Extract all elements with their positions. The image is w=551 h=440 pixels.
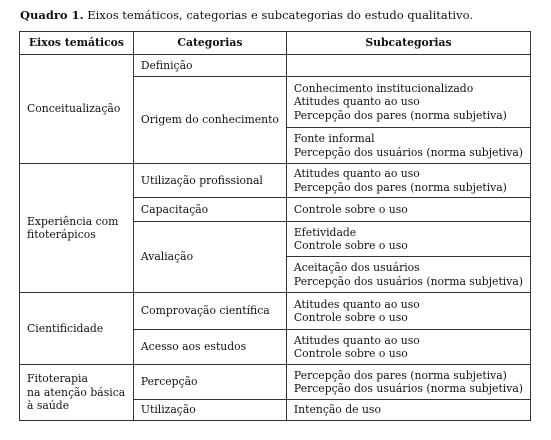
categoria-label: Percepção xyxy=(140,375,198,389)
categoria-cell xyxy=(133,198,286,222)
subcategoria-cell xyxy=(286,257,530,293)
categoria-cell xyxy=(133,330,286,365)
categoria-label: Origem do conhecimento xyxy=(140,113,279,127)
header-subcategorias: Subcategorias xyxy=(286,32,530,55)
subcategoria-item: Percepção dos pares (norma subjetiva) xyxy=(293,368,507,382)
subcategoria-item: Intenção de uso xyxy=(293,403,381,417)
categoria-label: Avaliação xyxy=(140,250,194,264)
subcategoria-item: Percepção dos usuários (norma subjetiva) xyxy=(293,382,523,395)
categoria-label: Definição xyxy=(140,58,193,72)
subcategoria-item: Percepção dos pares (norma subjetiva) xyxy=(293,180,507,194)
subcategoria-item: Atitudes quanto ao uso xyxy=(293,297,420,311)
subcategoria-item: Aceitação dos usuários xyxy=(293,261,420,274)
header-categorias: Categorias xyxy=(133,32,286,55)
table-caption xyxy=(20,8,473,22)
subcategoria-item: Fonte informal xyxy=(293,132,375,145)
caption-text: Eixos temáticos, categorias e subcategorias do estudo qualitativo. xyxy=(83,8,473,22)
subcategoria-cell xyxy=(286,77,530,128)
subcategoria-cell xyxy=(286,198,530,222)
categoria-cell xyxy=(133,400,286,421)
categoria-label: Acesso aos estudos xyxy=(140,340,247,354)
categoria-label: Utilização xyxy=(140,403,196,417)
subcategoria-cell xyxy=(286,55,530,77)
table-row xyxy=(20,365,531,400)
subcategoria-item: Atitudes quanto ao uso xyxy=(293,167,420,180)
eixo-label: fitoterápicos xyxy=(27,228,96,241)
subcategoria-item: Controle sobre o uso xyxy=(293,347,408,360)
eixo-label: Experiência com xyxy=(27,214,119,228)
eixo-cell xyxy=(20,293,134,365)
eixo-label: Cientificidade xyxy=(27,321,104,335)
eixo-cell xyxy=(20,55,134,164)
table-row xyxy=(20,164,531,198)
header-eixos: Eixos temáticos xyxy=(20,32,134,55)
subcategoria-item: Efetividade xyxy=(293,225,357,239)
subcategoria-cell xyxy=(286,293,530,330)
caption-label: Quadro 1. xyxy=(20,8,84,22)
eixo-cell xyxy=(20,365,134,421)
thematic-table xyxy=(19,31,531,421)
subcategoria-item: Conhecimento institucionalizado xyxy=(293,81,474,95)
subcategoria-item: Percepção dos pares (norma subjetiva) xyxy=(293,108,507,122)
categoria-cell xyxy=(133,365,286,400)
subcategoria-item: Controle sobre o uso xyxy=(293,239,408,252)
subcategoria-item: Controle sobre o uso xyxy=(293,311,408,324)
categoria-cell xyxy=(133,222,286,293)
categoria-label: Comprovação científica xyxy=(140,304,270,318)
eixo-label: Conceitualização xyxy=(27,102,121,116)
eixo-label: Fitoterapia xyxy=(27,372,88,386)
subcategoria-cell xyxy=(286,128,530,164)
categoria-cell xyxy=(133,55,286,77)
categoria-cell xyxy=(133,293,286,330)
categoria-cell xyxy=(133,77,286,164)
eixo-cell xyxy=(20,164,134,293)
subcategoria-cell xyxy=(286,330,530,365)
categoria-label: Capacitação xyxy=(140,202,209,216)
eixo-label: à saúde xyxy=(27,399,70,413)
table-row xyxy=(20,293,531,330)
categoria-cell xyxy=(133,164,286,198)
subcategoria-cell xyxy=(286,222,530,257)
eixo-label: na atenção básica xyxy=(27,385,126,399)
subcategoria-item: Atitudes quanto ao uso xyxy=(293,333,420,347)
subcategoria-item: Controle sobre o uso xyxy=(293,202,408,216)
subcategoria-cell xyxy=(286,400,530,421)
categoria-label: Utilização profissional xyxy=(140,173,263,187)
subcategoria-cell xyxy=(286,164,530,198)
subcategoria-cell xyxy=(286,365,530,400)
subcategoria-item: Percepção dos usuários (norma subjetiva) xyxy=(293,145,523,159)
subcategoria-item: Percepção dos usuários (norma subjetiva) xyxy=(293,274,523,288)
subcategoria-item: Atitudes quanto ao uso xyxy=(293,95,420,109)
table-row xyxy=(20,55,531,77)
header-row xyxy=(20,32,531,55)
